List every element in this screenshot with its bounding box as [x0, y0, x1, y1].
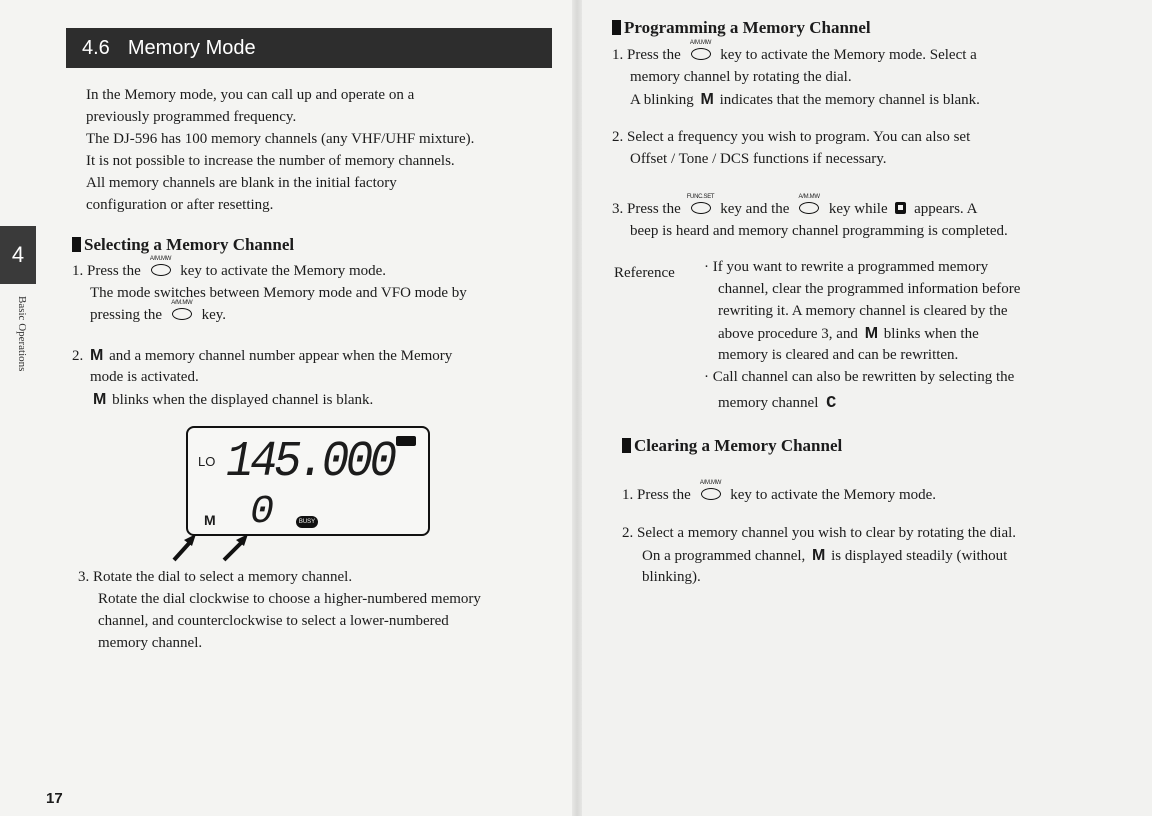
- intro-line: configuration or after resetting.: [86, 197, 274, 213]
- memory-m-icon: M: [700, 91, 713, 108]
- prog-step-1-line: memory channel by rotating the dial.: [630, 69, 852, 85]
- reference-line: · Call channel can also be rewritten by selecting the: [704, 369, 1015, 385]
- section-number: 4.6: [82, 36, 110, 59]
- reference-line: rewriting it. A memory channel is cleared by the: [718, 303, 1008, 319]
- prog-step-2-line: Offset / Tone / DCS functions if necessary.: [630, 151, 887, 167]
- clearing-heading: Clearing a Memory Channel: [622, 436, 842, 456]
- am-mw-key-icon: A/M.MW: [795, 199, 823, 217]
- func-set-key-icon: FUNC.SET: [687, 199, 715, 217]
- clear-step-2-line: blinking).: [642, 569, 701, 585]
- step-1-line: The mode switches between Memory mode and VFO mode by: [90, 285, 467, 301]
- section-header: [66, 28, 552, 68]
- lcd-lo-indicator: LO: [198, 454, 216, 469]
- side-chapter-label: Basic Operations: [16, 296, 28, 372]
- am-mw-key-icon: A/M.MW: [687, 45, 715, 63]
- intro-line: The DJ-596 has 100 memory channels (any VHF/UHF mixture).: [86, 131, 475, 147]
- prog-step-3-line: 3. Press the FUNC.SET key and the A/M.MW key while appears. A: [612, 194, 978, 217]
- reference-line: channel, clear the programmed information before: [718, 281, 1021, 297]
- function-f-icon: [895, 202, 906, 214]
- am-mw-key-icon: A/M.MW: [147, 261, 175, 279]
- prog-step-1-line: 1. Press the A/M.MW key to activate the Memory mode. Select a: [612, 40, 977, 63]
- step-3-line: memory channel.: [98, 635, 203, 651]
- lcd-memory-channel: 0: [250, 490, 275, 535]
- memory-m-icon: M: [812, 547, 825, 564]
- step-3-line: channel, and counterclockwise to select a lower-numbered: [98, 613, 449, 629]
- call-channel-icon: C: [826, 394, 837, 413]
- prog-step-3-line: beep is heard and memory channel programming is completed.: [630, 223, 1008, 239]
- lcd-frequency: 145.000: [226, 434, 394, 491]
- memory-m-icon: M: [93, 391, 106, 408]
- intro-line: In the Memory mode, you can call up and operate on a: [86, 87, 415, 103]
- reference-line: memory is cleared and can be rewritten.: [718, 347, 959, 363]
- heading-marker: [72, 237, 81, 252]
- busy-icon: BUSY: [296, 516, 318, 528]
- step-2-line: 2. M and a memory channel number appear when the Memory: [72, 344, 452, 368]
- right-page: [576, 0, 1152, 816]
- selecting-heading: Selecting a Memory Channel: [72, 235, 294, 255]
- page-number: 17: [46, 790, 63, 807]
- chapter-tab: 4: [0, 226, 36, 284]
- reference-label: Reference: [614, 265, 675, 281]
- reference-line: memory channel C: [718, 394, 837, 413]
- heading-marker: [612, 20, 621, 35]
- step-2-line: mode is activated.: [90, 369, 199, 385]
- memory-m-icon: M: [864, 325, 878, 342]
- prog-step-1-line: A blinking M indicates that the memory channel is blank.: [630, 88, 980, 112]
- intro-line: It is not possible to increase the number of memory channels.: [86, 153, 455, 169]
- heading-marker: [622, 438, 631, 453]
- step-1-line: 1. Press the A/M.MW key to activate the Memory mode.: [72, 256, 387, 279]
- lcd-display-illustration: [186, 426, 430, 536]
- section-title: Memory Mode: [127, 36, 256, 59]
- step-1-line: pressing the A/M.MW key.: [90, 300, 227, 323]
- am-mw-key-icon: A/M.MW: [697, 485, 725, 503]
- memory-m-icon: M: [90, 347, 103, 364]
- book-gutter: [572, 0, 582, 816]
- intro-line: previously programmed frequency.: [86, 109, 297, 125]
- clear-step-1-line: 1. Press the A/M.MW key to activate the Memory mode.: [622, 480, 937, 503]
- battery-icon: [396, 436, 416, 446]
- programming-heading: Programming a Memory Channel: [612, 18, 871, 38]
- intro-line: All memory channels are blank in the initial factory: [86, 175, 397, 191]
- am-mw-key-icon: A/M.MW: [168, 305, 196, 323]
- prog-step-2-line: 2. Select a frequency you wish to program. You can also set: [612, 129, 971, 145]
- step-3-line: 3. Rotate the dial to select a memory channel.: [78, 569, 353, 585]
- reference-line: · If you want to rewrite a programmed memory: [704, 259, 989, 275]
- clear-step-2-line: 2. Select a memory channel you wish to clear by rotating the dial.: [622, 525, 1017, 541]
- step-3-line: Rotate the dial clockwise to choose a higher-numbered memory: [98, 591, 481, 607]
- clear-step-2-line: On a programmed channel, M is displayed steadily (without: [642, 544, 1007, 568]
- step-2-line: M blinks when the displayed channel is blank.: [90, 388, 373, 412]
- lcd-m-indicator: M: [204, 512, 216, 528]
- pointer-arrows-icon: [166, 524, 276, 564]
- reference-line: above procedure 3, and M blinks when the: [718, 322, 979, 346]
